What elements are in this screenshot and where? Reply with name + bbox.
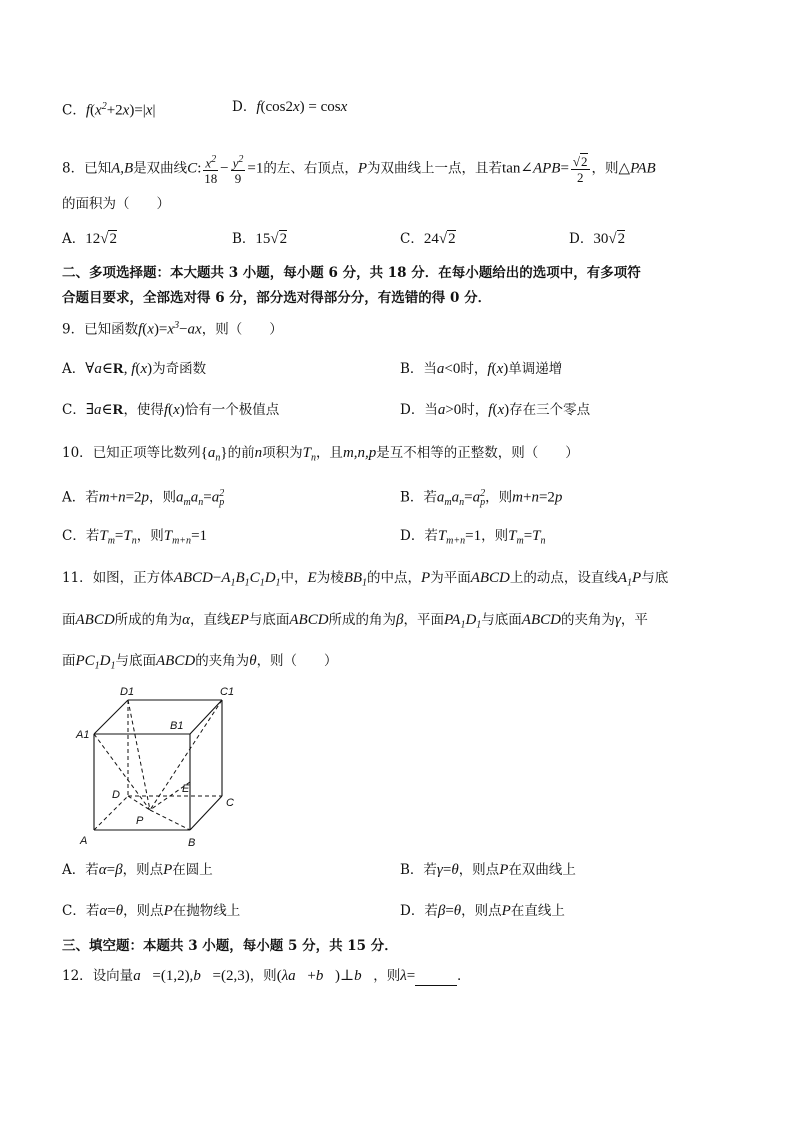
q8-option-c: C．24√2 bbox=[400, 231, 456, 247]
q8-stem: 8．已知A,B是双曲线C: $\frac{x^2}{18}$ − $\frac{y^2}{9}$ =1的左、右顶点，P为双曲线上一点，且若tan∠APB= $\frac{√2}{2}$ ，则△PAB bbox=[62, 153, 656, 187]
q7-option-d: D．f(cos2x) = cosx bbox=[232, 99, 348, 115]
q9-option-a: A．∀a∈R, f(x)为奇函数 bbox=[62, 361, 207, 377]
label-d: D bbox=[112, 789, 120, 801]
label-c: C bbox=[226, 797, 234, 809]
label-a1: A1 bbox=[76, 729, 90, 741]
label-d1: D1 bbox=[120, 686, 135, 698]
label-c1: C1 bbox=[220, 686, 235, 698]
section2-heading: 二、多项选择题：本大题共 3 小题，每小题 6 分，共 18 分．在每小题给出的选项中，有多项符 bbox=[62, 265, 641, 281]
q11-option-d: D．若β=θ，则点P在直线上 bbox=[400, 903, 565, 919]
q11-option-a: A．若α=β，则点P在圆上 bbox=[62, 862, 213, 878]
q9-option-d: D．当a>0时，f(x)存在三个零点 bbox=[400, 402, 591, 418]
q10-option-b: B．若$a_ma_n=a_p^2$，则m+n=2p bbox=[400, 488, 563, 509]
q11-option-b: B．若γ=θ，则点P在双曲线上 bbox=[400, 862, 576, 878]
q11-option-c: C．若α=θ，则点P在抛物线上 bbox=[62, 903, 241, 919]
q10-option-a: A．若m+n=2p，则$a_ma_n=a_p^2$ bbox=[62, 488, 225, 509]
q8-stem-cont: 的面积为（ ） bbox=[62, 196, 170, 212]
q10-option-d: D．若$T_{m+n}=1$，则$T_m=T_n$ bbox=[400, 528, 546, 547]
q8-option-b: B．15√2 bbox=[232, 231, 288, 247]
section2-heading-cont: 合题目要求，全部选对得 6 分，部分选对得部分分，有选错的得 0 分． bbox=[62, 290, 492, 306]
q9-stem: 9．已知函数$f(x)=x^3-ax$，则（ ） bbox=[62, 320, 283, 338]
label-p: P bbox=[136, 815, 144, 827]
answer-blank[interactable] bbox=[415, 971, 457, 986]
label-b1: B1 bbox=[170, 720, 184, 732]
q11-stem-line3: 面$PC_1D_1$与底面ABCD的夹角为θ，则（ ） bbox=[62, 653, 338, 672]
q9-option-c: C．∃a∈R，使得f(x)恰有一个极值点 bbox=[62, 402, 280, 418]
cube-figure bbox=[70, 684, 240, 854]
q7-option-c: C．$f(x^2+2x)=|x|$ bbox=[62, 101, 156, 119]
q12-stem: 12．设向量a⃗=(1,2),b⃗=(2,3)，则(λa⃗+b⃗)⊥b⃗，则λ= . bbox=[62, 968, 461, 984]
label-e: E bbox=[182, 783, 190, 795]
q11-stem-line2: 面ABCD所成的角为α，直线EP与底面ABCD所成的角为β，平面$PA_1D_1$与底面ABCD的夹角为γ，平 bbox=[62, 612, 648, 631]
section3-heading: 三、填空题：本题共 3 小题，每小题 5 分，共 15 分． bbox=[62, 938, 398, 954]
label-b: B bbox=[188, 837, 196, 849]
q8-option-d: D．30√2 bbox=[569, 231, 626, 247]
q8-option-a: A．12√2 bbox=[62, 231, 117, 247]
q9-option-b: B．当a<0时，f(x)单调递增 bbox=[400, 361, 563, 377]
q10-option-c: C．若$T_m=T_n$，则$T_{m+n}=1$ bbox=[62, 528, 208, 547]
q11-stem-line1: 11．如图，正方体$ABCD-A_1B_1C_1D_1$中，E为棱$BB_1$的中点，P为平面ABCD上的动点，设直线$A_1P$与底 bbox=[62, 570, 669, 589]
label-a: A bbox=[80, 835, 88, 847]
q10-stem: 10．已知正项等比数列$\{a_n\}$的前n项积为$T_n$，且m,n,p是互不相等的正整数，则（ ） bbox=[62, 445, 579, 464]
